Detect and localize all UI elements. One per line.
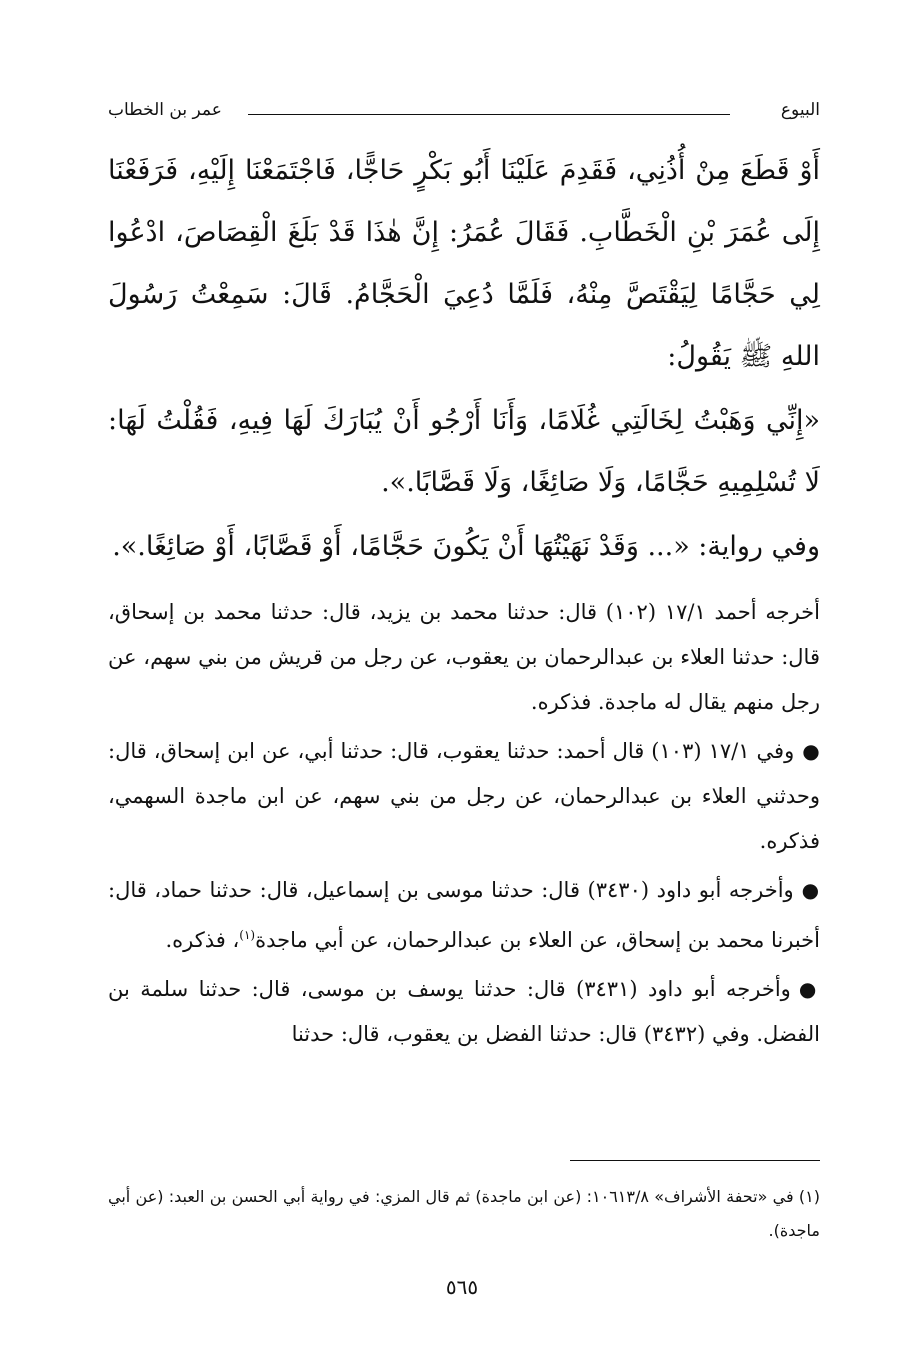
takhrij-paragraph: ●وفي ١٧/١ (١٠٣) قال أحمد: حدثنا يعقوب، قال: حدثنا أبي، عن ابن إسحاق، قال: وحدثني العلاء بن عبدالرحمان، عن رجل من بني سهم، عن ابن ماجدة السهمي، فذكره. <box>108 739 821 853</box>
footnote-ref[interactable]: (١) <box>239 928 256 942</box>
bullet-icon: ● <box>802 739 821 763</box>
header-section-title: عمر بن الخطاب <box>108 100 222 120</box>
footnote <box>108 1180 820 1248</box>
hadith-quote: «إِنِّي وَهَبْتُ لِخَالَتِي غُلَامًا، وَأَنَا أَرْجُو أَنْ يُبَارَكَ لَهَا فِيهِ، فَقُلْتُ لَهَا: لَا تُسْلِمِيهِ حَجَّامًا، وَلَا صَائِغًا، وَلَا قَصَّابًا.». <box>108 405 820 498</box>
header-rule <box>248 114 730 115</box>
header-chapter-title: البيوع <box>780 100 820 120</box>
takhrij-paragraph: ●وأخرجه أبو داود (٣٤٣٠) قال: حدثنا موسى بن إسماعيل، قال: حدثنا حماد، قال: أخبرنا محمد بن إسحاق، عن العلاء بن عبدالرحمان، عن أبي ماجدة$^{(١)}$، فذكره. <box>108 878 820 952</box>
footnote-separator <box>570 1160 820 1161</box>
hadith-paragraph: أَوْ قَطَعَ مِنْ أُذُنِي، فَقَدِمَ عَلَيْنَا أَبُو بَكْرٍ حَاجًّا، فَاجْتَمَعْنَا إِلَيْهِ، فَرَفَعْنَا إِلَى عُمَرَ بْنِ الْخَطَّابِ. فَقَالَ عُمَرُ: إِنَّ هٰذَا قَدْ بَلَغَ الْقِصَاصَ، ادْعُوا لِي حَجَّامًا لِيَقْتَصَّ مِنْهُ، فَلَمَّا دُعِيَ الْحَجَّامُ. قَالَ: سَمِعْتُ رَسُولَ اللهِ ﷺ يَقُولُ: <box>108 155 820 372</box>
hadith-text <box>108 140 820 578</box>
footnote-text: (١) في «تحفة الأشراف» ١٠٦١٣/٨: (عن ابن ماجدة) ثم قال المزي: في رواية أبي الحسن بن العبد: (عن أبي ماجدة). <box>108 1187 821 1240</box>
page-body <box>108 140 820 1057</box>
page-number: ٥٦٥ <box>445 1275 479 1299</box>
takhrij-paragraph: ●وأخرجه أبو داود (٣٤٣١) قال: حدثنا يوسف بن موسى، قال: حدثنا سلمة بن الفضل. وفي (٣٤٣٢) قال: حدثنا الفضل بن يعقوب، قال: حدثنا <box>108 977 821 1046</box>
takhrij-paragraph: أخرجه أحمد ١٧/١ (١٠٢) قال: حدثنا محمد بن يزيد، قال: حدثنا محمد بن إسحاق، قال: حدثنا العلاء بن عبدالرحمان بن يعقوب، عن رجل من قريش من بني سهم، عن رجل منهم يقال له ماجدة. فذكره. <box>108 600 820 714</box>
hadith-variant: وفي رواية: «... وَقَدْ نَهَيْتُهَا أَنْ يَكُونَ حَجَّامًا، أَوْ قَصَّابًا، أَوْ صَائِغًا.». <box>112 531 820 562</box>
takhrij-notes <box>108 590 820 1057</box>
bullet-icon: ● <box>798 977 821 1001</box>
running-header <box>108 98 820 128</box>
bullet-icon: ● <box>801 878 820 902</box>
